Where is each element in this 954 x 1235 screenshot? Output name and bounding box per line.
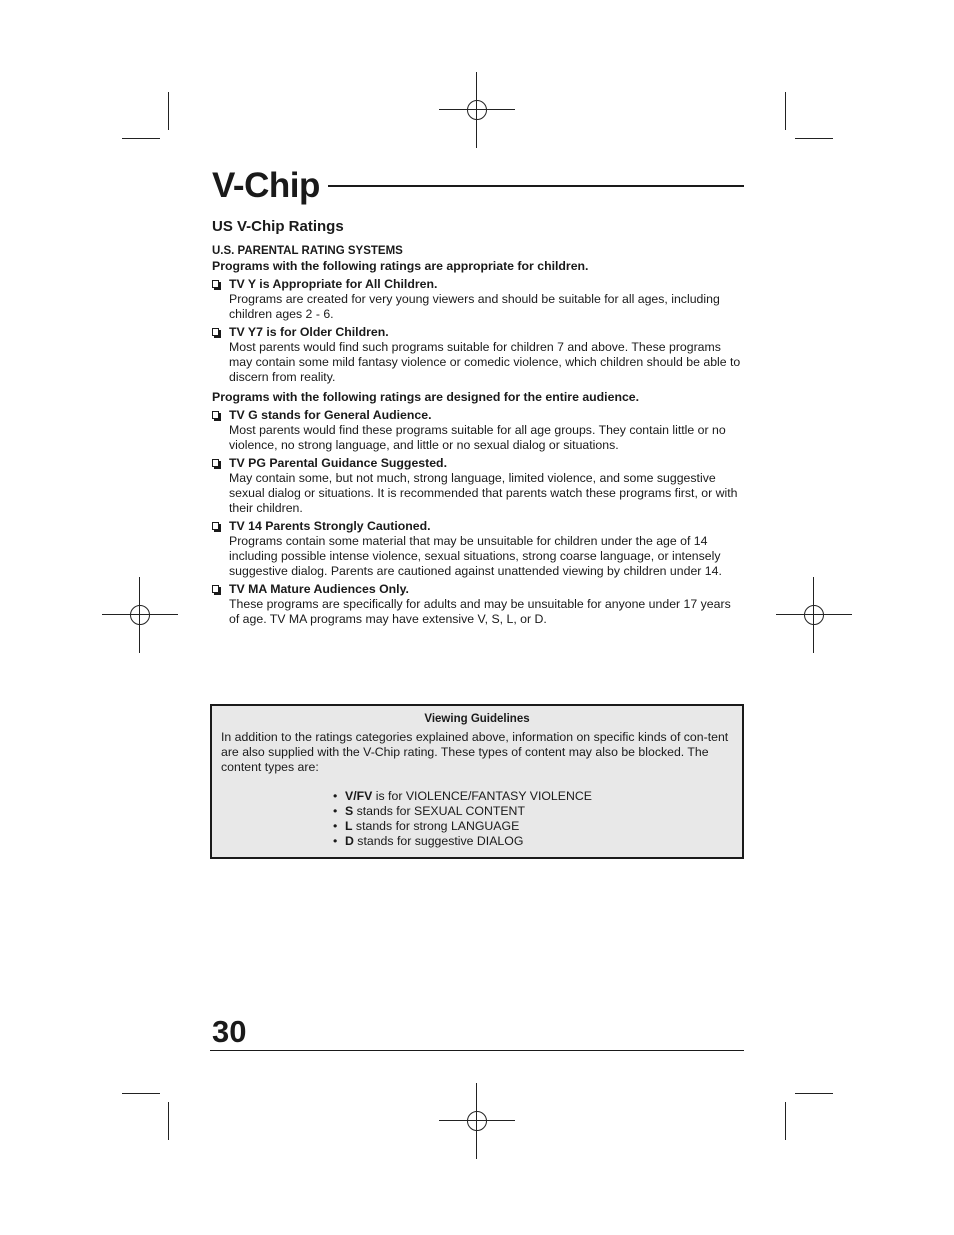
checkbox-icon [212,585,219,593]
audience-intro: Programs with the following ratings are designed for the entire audience. [212,390,640,404]
rating-description: May contain some, but not much, strong language, limited violence, and some suggestive sexual dialog or situations. It is recommended that parents watch these programs first, or with their children. [229,471,738,515]
system-label: U.S. PARENTAL RATING SYSTEMS [212,245,403,257]
rating-item-tv-g [212,408,744,453]
checkbox-icon [212,411,219,419]
rating-item-tv-y [212,277,744,322]
ratings-section [212,217,744,627]
section-heading: US V-Chip Ratings [212,218,344,235]
rating-title: TV 14 Parents Strongly Cautioned. [229,519,431,533]
registration-mark-icon [439,1083,515,1159]
content-type-text: is for VIOLENCE/FANTASY VIOLENCE [372,789,592,803]
content-type-list [221,789,733,849]
content-type-item [333,819,733,834]
content-type-text: stands for suggestive DIALOG [353,834,524,848]
rating-title: TV Y is Appropriate for All Children. [229,277,438,291]
registration-mark-icon [776,577,852,653]
rating-description: Most parents would find such programs suitable for children 7 and above. These programs may contain some mild fantasy violence or comedic violence, which children should be able to discern from reality. [229,340,741,384]
registration-mark-icon [439,72,515,148]
rating-title: TV PG Parental Guidance Suggested. [229,456,447,470]
checkbox-icon [212,328,219,336]
crop-mark [168,1102,169,1140]
crop-mark [795,1093,833,1094]
rating-description: Programs are created for very young viewers and should be suitable for all ages, including children ages 2 - 6. [229,292,720,321]
checkbox-icon [212,459,219,467]
rating-item-tv-14 [212,519,744,579]
rating-title: TV G stands for General Audience. [229,408,432,422]
rating-description: Programs contain some material that may be unsuitable for children under the age of 14 including possible intense violence, sexual situations, strong coarse language, or intensely suggestive dialog. Parents are cautioned against unattended viewing by children under 14. [229,534,722,578]
crop-mark [122,1093,160,1094]
rating-description: These programs are specifically for adults and may be unsuitable for anyone under 17 years of age. TV MA programs may have extensive V, S, L, or D. [229,597,731,626]
title-rule [328,185,744,187]
content-type-text: stands for strong LANGUAGE [352,819,520,833]
checkbox-icon [212,280,219,288]
crop-mark [122,138,160,139]
crop-mark [785,92,786,130]
crop-mark [168,92,169,130]
rating-title: TV MA Mature Audiences Only. [229,582,409,596]
page-title: V-Chip [212,166,320,205]
footer-rule [210,1050,744,1051]
rating-title: TV Y7 is for Older Children. [229,325,389,339]
page-number: 30 [212,1014,247,1049]
rating-item-tv-ma [212,582,744,627]
children-intro: Programs with the following ratings are appropriate for children. [212,259,589,273]
guidelines-title: Viewing Guidelines [424,713,530,725]
content-type-code: L [345,819,353,833]
content-type-item [333,804,733,819]
checkbox-icon [212,522,219,530]
crop-mark [795,138,833,139]
rating-item-tv-pg [212,456,744,516]
rating-description: Most parents would find these programs suitable for all age groups. They contain little or no violence, no strong language, and little or no sexual dialog or situations. [229,423,726,452]
content-type-item [333,789,733,804]
content-type-item [333,834,733,849]
guidelines-body: In addition to the ratings categories explained above, information on specific kinds of con-tent are also supplied with the V-Chip rating. These types of content may also be blocked. The content types are: [221,730,729,774]
viewing-guidelines-box [210,704,744,859]
rating-item-tv-y7 [212,325,744,385]
registration-mark-icon [102,577,178,653]
crop-mark [785,1102,786,1140]
content-type-code: S [345,804,354,818]
content-type-code: D [345,834,354,848]
content-type-text: stands for SEXUAL CONTENT [353,804,525,818]
content-type-code: V/FV [345,789,373,803]
